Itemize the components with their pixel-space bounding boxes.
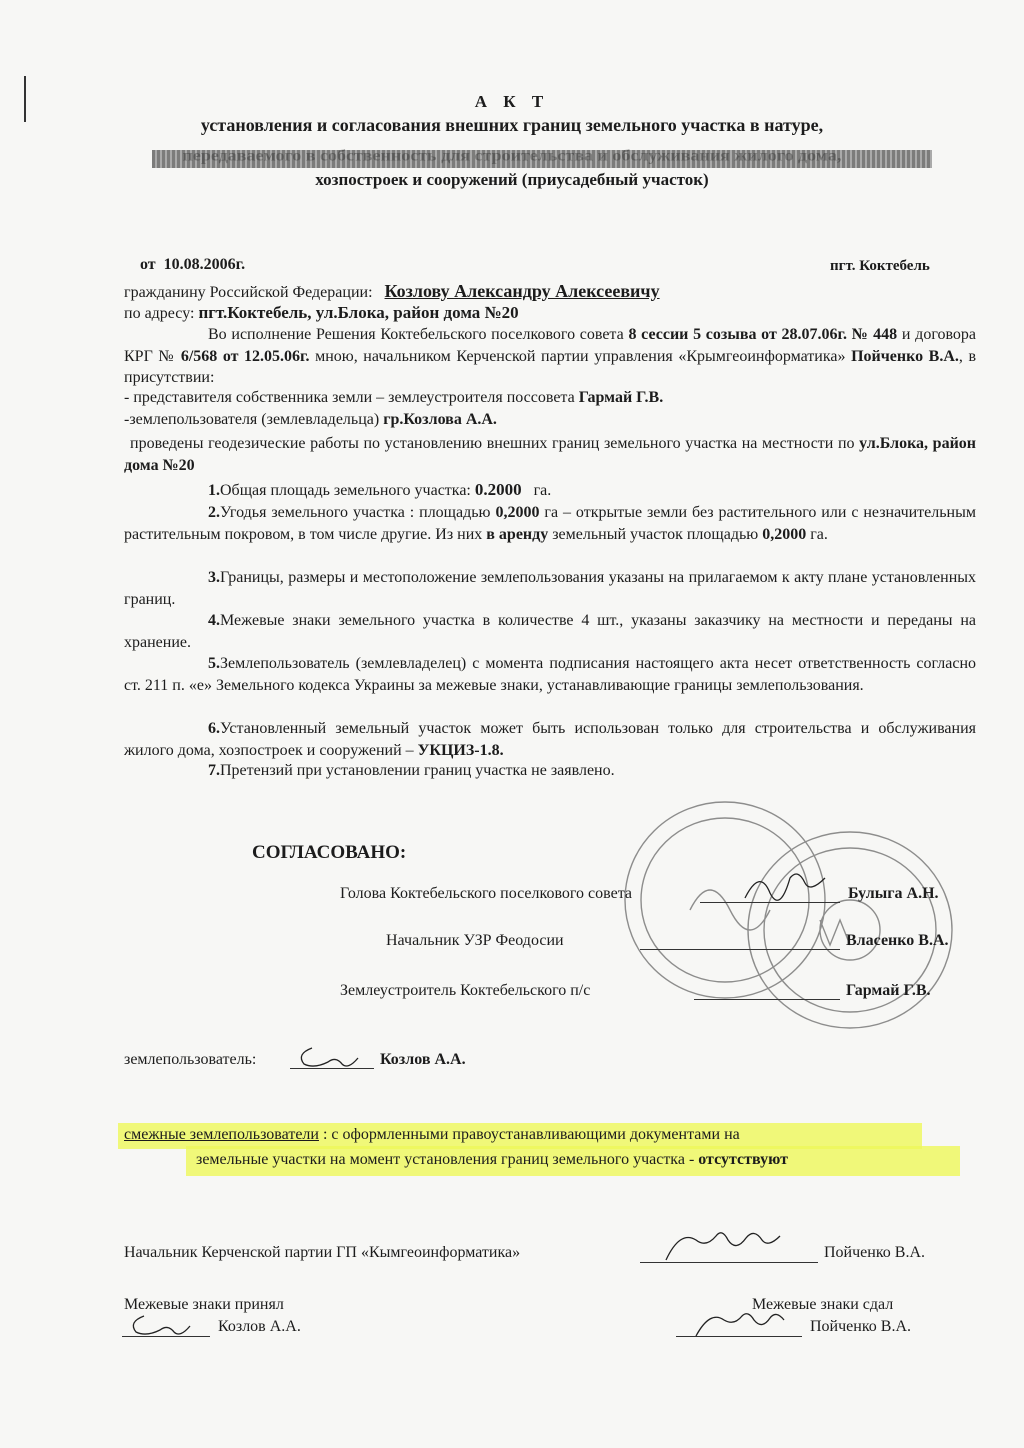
signature-line-3 xyxy=(694,999,840,1000)
item-6: 6.Установленный земельный участок может быть использован только для строительства и обслуживания жилого дома, хозпостроек и сооружений – УКЦИЗ-1.8. xyxy=(124,720,976,759)
act-title: А К Т xyxy=(474,92,550,111)
item-5: 5.Землепользователь (землевладелец) с момента подписания настоящего акта несет ответственность согласно ст. 211 п. «е» Земельного кодекса Украины за межевые знаки, устанавливающие границы землепользования. xyxy=(124,655,976,694)
accepted-label: Межевые знаки принял xyxy=(124,1296,284,1313)
citizen-label: гражданину Российской Федерации: xyxy=(124,284,373,301)
neighbors-line-1: смежные землепользователи : с оформленными правоустанавливающими документами на xyxy=(124,1126,740,1143)
citizen-name: Козлову Александру Алексеевичу xyxy=(384,281,660,301)
date-line xyxy=(140,256,245,274)
act-subtitle-2: хозпостроек и сооружений (приусадебный участок) xyxy=(315,170,709,189)
item-3: 3.Границы, размеры и местоположение землепользования указаны на прилагаемом к акту плане установленных границ. xyxy=(124,569,976,608)
neighbors-line-2: земельные участки на момент установления границ земельного участка - отсутствуют xyxy=(196,1151,788,1168)
item-2: 2.Угодья земельного участка : площадью 0,2000 га – открытые земли без растительного или с незначительным растительным покровом, в том числе другие. Из них в аренду земельный участок площадью 0,2000 га. xyxy=(124,504,976,543)
citizen-line xyxy=(124,281,660,302)
item-4: 4.Межевые знаки земельного участка в количестве 4 шт., указаны заказчику на местности и переданы на хранение. xyxy=(124,612,976,651)
act-subtitle: установления и согласования внешних границ земельного участка в натуре, xyxy=(200,115,824,135)
neighbors-label: смежные землепользователи xyxy=(124,1126,319,1143)
approval-name-3: Гармай Г.В. xyxy=(846,982,931,999)
signature-line-2 xyxy=(640,949,840,950)
chief-name: Пойченко В.А. xyxy=(824,1244,926,1261)
approval-name-1: Булыга А.Н. xyxy=(848,885,939,902)
address-line xyxy=(124,303,519,323)
approval-role-3: Землеустроитель Коктебельского п/с xyxy=(340,982,591,999)
address-label: по адресу: xyxy=(124,305,195,322)
works-paragraph: проведены геодезические работы по установлению внешних границ земельного участка на местности по ул.Блока, район дома №20 xyxy=(124,435,977,474)
address: пгт.Коктебель, ул.Блока, район дома №20 xyxy=(198,303,519,322)
landuser-signature xyxy=(294,1044,374,1070)
item-1: 1.Общая площадь земельного участка: 0.2000 га. xyxy=(208,480,552,499)
act-date: 10.08.2006г. xyxy=(163,256,246,273)
date-prefix: от xyxy=(140,256,156,273)
rep-line: - представителя собственника земли – землеустроителя поссовета Гармай Г.В. xyxy=(124,389,664,406)
handed-name: Пойченко В.А. xyxy=(810,1318,912,1335)
accepted-signature xyxy=(126,1312,210,1338)
landuser-name: Козлов А.А. xyxy=(380,1051,466,1068)
handed-label: Межевые знаки сдал xyxy=(752,1296,894,1313)
place: пгт. Коктебель xyxy=(830,258,930,274)
approval-role-2: Начальник УЗР Феодосии xyxy=(386,932,564,949)
intro-paragraph: Во исполнение Решения Коктебельского поселкового совета 8 сессии 5 созыва от 28.07.06г. № 448 и договора КРГ № 6/568 от 12.05.06г. мною, начальником Керченской партии управления «Крымгеоинформатика» Пойченко В.А., в присутствии: xyxy=(124,326,977,386)
chief-label: Начальник Керченской партии ГП «Кымгеоинформатика» xyxy=(124,1244,521,1261)
approval-heading: СОГЛАСОВАНО: xyxy=(252,842,407,863)
official-stamp xyxy=(620,790,960,1040)
signature-1 xyxy=(740,868,830,908)
landuser-label: землепользователь: xyxy=(124,1051,257,1068)
item-7: 7.Претензий при установлении границ участка не заявлено. xyxy=(208,762,615,779)
accepted-name: Козлов А.А. xyxy=(218,1318,301,1335)
act-subtitle-struck: передаваемого в собственность для строительства и обслуживания жилого дома, xyxy=(182,146,842,165)
chief-signature xyxy=(656,1224,796,1266)
approval-name-2: Власенко В.А. xyxy=(846,932,949,949)
approval-role-1: Голова Коктебельского поселкового совета xyxy=(340,885,632,902)
neighbors-status: отсутствуют xyxy=(698,1151,788,1168)
handed-signature xyxy=(690,1306,800,1340)
user-line: -землепользователя (землевладельца) гр.Козлова А.А. xyxy=(124,411,497,428)
